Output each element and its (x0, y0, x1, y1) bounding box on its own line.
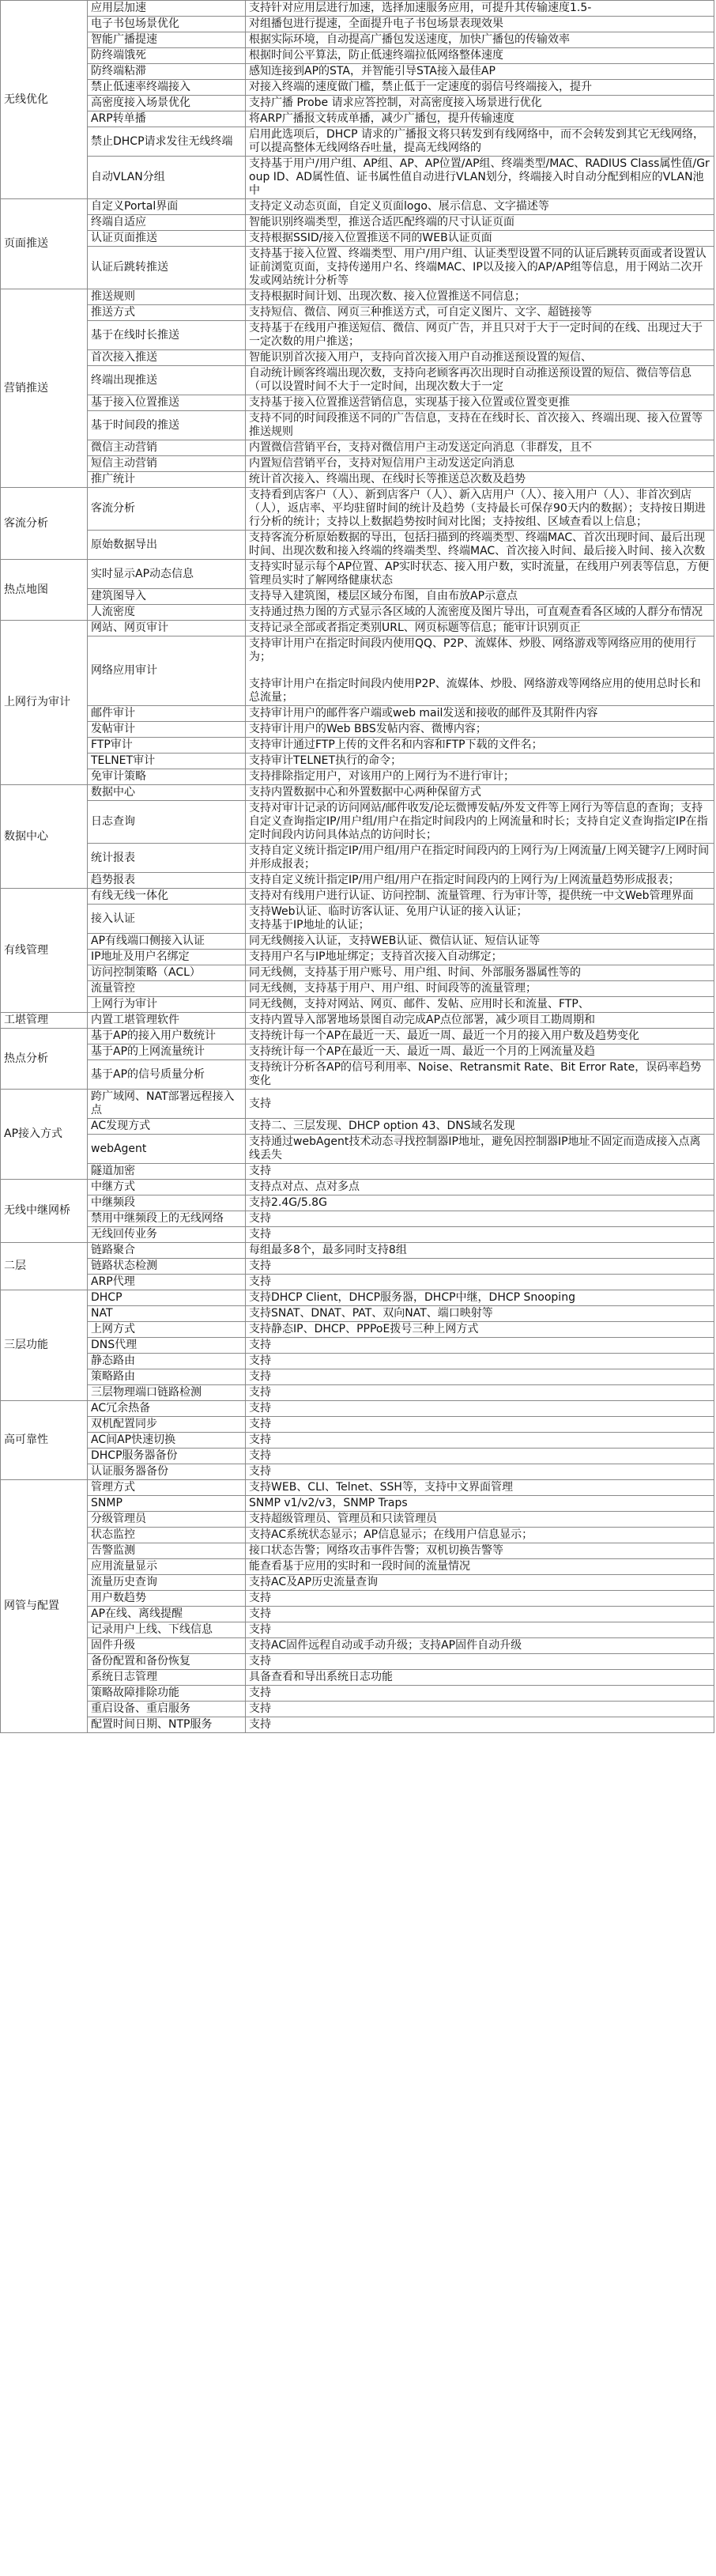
spec-row (1, 1164, 714, 1180)
category-cell: 三层功能 (1, 1290, 88, 1401)
feature-name-cell: 静态路由 (88, 1354, 246, 1369)
feature-description-cell: 支持静态IP、DHCP、PPPoE拨号三种上网方式 (246, 1322, 714, 1338)
feature-name-cell: 客流分析 (88, 488, 246, 531)
feature-description-cell: 智能识别终端类型，推送合适匹配终端的尺寸认证页面 (246, 215, 714, 231)
feature-description-cell: 接口状态告警；网络攻击事件告警；双机切换告警等 (246, 1543, 714, 1559)
feature-name-cell: 禁止低速率终端接入 (88, 80, 246, 96)
feature-name-cell: 邮件审计 (88, 706, 246, 722)
feature-name-cell: 无线回传业务 (88, 1227, 246, 1243)
feature-description-cell: 支持2.4G/5.8G (246, 1195, 714, 1211)
feature-name-cell: 状态监控 (88, 1528, 246, 1543)
spec-row (1, 1044, 714, 1060)
category-cell: 无线中继网桥 (1, 1180, 88, 1243)
feature-description-cell: 支持 (246, 1164, 714, 1180)
spec-row (1, 1559, 714, 1575)
feature-description-cell: 支持 (246, 1591, 714, 1607)
category-cell: 有线管理 (1, 889, 88, 1013)
spec-row (1, 981, 714, 997)
spec-row (1, 1385, 714, 1401)
spec-row (1, 1369, 714, 1385)
feature-name-cell: 基于时间段的推送 (88, 411, 246, 440)
feature-name-cell: 自定义Portal界面 (88, 199, 246, 215)
spec-row (1, 64, 714, 80)
feature-name-cell: 链路聚合 (88, 1243, 246, 1259)
feature-name-cell: NAT (88, 1306, 246, 1322)
spec-row (1, 605, 714, 621)
feature-name-cell: 基于AP的信号质量分析 (88, 1060, 246, 1090)
feature-name-cell: 统计报表 (88, 844, 246, 873)
feature-description-cell: 支持排除指定用户，对该用户的上网行为不进行审计； (246, 769, 714, 785)
spec-row (1, 738, 714, 754)
feature-description-cell: 支持看到店客户（人）、新到店客户（人）、新入店用户（人）、接入用户（人）、非首次到店（人），返店率、平均驻留时间的统计及趋势（支持最长可保存90天内的数据）；支持按日期进行分析的统计；支持以上数据趋势按时间对比图；支持按组、区域查看以上信息； (246, 488, 714, 531)
feature-description-cell: 支持WEB、CLI、Telnet、SSH等，支持中文界面管理 (246, 1480, 714, 1496)
feature-name-cell: 管理方式 (88, 1480, 246, 1496)
spec-row (1, 80, 714, 96)
feature-description-cell: 支持AC系统状态显示；AP信息显示；在线用户信息显示； (246, 1528, 714, 1543)
spec-row (1, 48, 714, 64)
feature-name-cell: 三层物理端口链路检测 (88, 1385, 246, 1401)
feature-name-cell: 基于接入位置推送 (88, 395, 246, 411)
spec-row (1, 350, 714, 366)
feature-description-cell: 支持根据SSID/接入位置推送不同的WEB认证页面 (246, 231, 714, 247)
feature-description-cell: 支持 (246, 1211, 714, 1227)
feature-name-cell: 流量历史查询 (88, 1575, 246, 1591)
feature-name-cell: 日志查询 (88, 801, 246, 844)
spec-row (1, 32, 714, 48)
feature-description-cell: 支持不同的时间段推送不同的广告信息，支持在在线时长、首次接入、终端出现、接入位置等推送规则 (246, 411, 714, 440)
feature-description-cell: 支持 (246, 1385, 714, 1401)
feature-name-cell: 有线无线一体化 (88, 889, 246, 905)
feature-description-cell: 支持自定义统计指定IP/用户组/用户在指定时间段内的上网行为/上网流量趋势形成报表； (246, 873, 714, 889)
spec-row (1, 1322, 714, 1338)
feature-description-cell: 支持 (246, 1227, 714, 1243)
feature-name-cell: 推送规则 (88, 289, 246, 305)
feature-description-cell: 支持 (246, 1090, 714, 1119)
feature-description-cell: SNMP v1/v2/v3，SNMP Traps (246, 1496, 714, 1512)
feature-name-cell: 禁用中继频段上的无线网络 (88, 1211, 246, 1227)
category-cell: 二层 (1, 1243, 88, 1290)
spec-row (1, 1702, 714, 1717)
feature-description-cell: 支持记录全部或者指定类别URL、网页标题等信息；能审计识别页正 (246, 621, 714, 636)
spec-row (1, 305, 714, 321)
feature-name-cell: 数据中心 (88, 785, 246, 801)
spec-row (1, 1464, 714, 1480)
feature-name-cell: 认证服务器备份 (88, 1464, 246, 1480)
feature-description-cell: 同无线侧，支持对网站、网页、邮件、发帖、应用时长和流量、FTP、 (246, 997, 714, 1013)
feature-name-cell: 原始数据导出 (88, 531, 246, 560)
feature-description-cell: 支持统计分析各AP的信号利用率、Noise、Retransmit Rate、Bit Error Rate，误码率趋势变化 (246, 1060, 714, 1090)
spec-row (1, 1195, 714, 1211)
spec-row (1, 560, 714, 589)
feature-description-cell: 支持根据时间计划、出现次数、接入位置推送不同信息； (246, 289, 714, 305)
feature-name-cell: 防终端饿死 (88, 48, 246, 64)
feature-description-cell: 支持实时显示每个AP位置、AP实时状态、接入用户数，实时流量，在线用户列表等信息，方便管理员实时了解网络健康状态 (246, 560, 714, 589)
spec-row (1, 1227, 714, 1243)
spec-row (1, 127, 714, 157)
feature-name-cell: 高密度接入场景优化 (88, 96, 246, 111)
feature-description-cell: 支持基于用户/用户组、AP组、AP、AP位置/AP组、终端类型/MAC、RADIUS Class属性值/Group ID、AD属性值、证书属性值自动进行VLAN划分，终端接入时自动分配到相应的VLAN池中 (246, 157, 714, 199)
feature-description-cell: 具备查看和导出系统日志功能 (246, 1670, 714, 1686)
feature-name-cell: 中继方式 (88, 1180, 246, 1195)
feature-name-cell: 策略路由 (88, 1369, 246, 1385)
feature-name-cell: FTP审计 (88, 738, 246, 754)
spec-row (1, 889, 714, 905)
spec-row (1, 785, 714, 801)
feature-name-cell: 人流密度 (88, 605, 246, 621)
feature-description-cell: 支持 (246, 1369, 714, 1385)
category-cell: 热点地图 (1, 560, 88, 621)
spec-row (1, 1638, 714, 1654)
feature-description-cell: 支持内置导入部署地场景图自动完成AP点位部署，减少项目工勘周期和 (246, 1013, 714, 1029)
spec-row (1, 1717, 714, 1733)
feature-name-cell: 中继频段 (88, 1195, 246, 1211)
feature-name-cell: 禁止DHCP请求发往无线终端 (88, 127, 246, 157)
feature-name-cell: 短信主动营销 (88, 456, 246, 472)
spec-row (1, 1449, 714, 1464)
spec-row (1, 1622, 714, 1638)
feature-name-cell: 实时显示AP动态信息 (88, 560, 246, 589)
feature-description-cell: 支持自定义统计指定IP/用户组/用户在指定时间段内的上网行为/上网流量/上网关键字/上网时间并形成报表； (246, 844, 714, 873)
feature-description-cell: 支持审计用户的Web BBS发帖内容、微博内容； (246, 722, 714, 738)
feature-description-cell: 支持客流分析原始数据的导出，包括扫描到的终端类型、终端MAC、首次出现时间、最后出现时间、出现次数和接入终端的终端类型、终端MAC、首次接入时间、最后接入时间、接入次数 (246, 531, 714, 560)
spec-row (1, 1243, 714, 1259)
spec-row (1, 621, 714, 636)
feature-description-cell: 根据实际环境，自动提高广播包发送速度，加快广播包的传输效率 (246, 32, 714, 48)
feature-description-cell: 支持审计用户在指定时间段内使用QQ、P2P、流媒体、炒股、网络游戏等网络应用的使用行为； 支持审计用户在指定时间段内使用P2P、流媒体、炒股、网络游戏等网络应用的使用总时长和总流量； (246, 636, 714, 706)
feature-name-cell: 系统日志管理 (88, 1670, 246, 1686)
spec-row (1, 1401, 714, 1417)
feature-name-cell: 防终端粘滞 (88, 64, 246, 80)
feature-name-cell: 电子书包场景优化 (88, 17, 246, 32)
feature-description-cell: 支持短信、微信、网页三种推送方式，可自定义图片、文字、超链接等 (246, 305, 714, 321)
feature-description-cell: 支持基于接入位置推送营销信息，实现基于接入位置或位置变更推 (246, 395, 714, 411)
feature-name-cell: AC发现方式 (88, 1119, 246, 1135)
feature-name-cell: 备份配置和备份恢复 (88, 1654, 246, 1670)
feature-name-cell: 重启设备、重启服务 (88, 1702, 246, 1717)
feature-name-cell: 接入认证 (88, 905, 246, 934)
feature-description-cell: 将ARP广播报文转成单播，减少广播包，提升传输速度 (246, 111, 714, 127)
feature-name-cell: 基于AP的接入用户数统计 (88, 1029, 246, 1044)
feature-description-cell: 支持 (246, 1259, 714, 1275)
feature-name-cell: 固件升级 (88, 1638, 246, 1654)
spec-row (1, 488, 714, 531)
spec-row (1, 321, 714, 350)
feature-description-cell: 支持超级管理员、管理员和只读管理员 (246, 1512, 714, 1528)
spec-row (1, 157, 714, 199)
spec-row (1, 531, 714, 560)
feature-description-cell: 支持用户名与IP地址绑定；支持首次接入自动绑定； (246, 950, 714, 965)
feature-description-cell: 每组最多8个，最多同时支持8组 (246, 1243, 714, 1259)
feature-name-cell: 流量管控 (88, 981, 246, 997)
spec-row (1, 199, 714, 215)
feature-name-cell: 跨广域网、NAT部署远程接入点 (88, 1090, 246, 1119)
feature-description-cell: 支持 (246, 1686, 714, 1702)
spec-row (1, 1259, 714, 1275)
feature-name-cell: IP地址及用户名绑定 (88, 950, 246, 965)
spec-row (1, 1060, 714, 1090)
spec-row (1, 1670, 714, 1686)
feature-description-cell: 支持对审计记录的访问网站/邮件收发/论坛微博发帖/外发文件等上网行为等信息的查询；支持自定义查询指定IP/用户组/用户在指定时间段内的上网流量和时长；支持自定义查询指定IP在指定时间段内访问具体站点的访问时长； (246, 801, 714, 844)
spec-row (1, 997, 714, 1013)
feature-name-cell: 分级管理员 (88, 1512, 246, 1528)
feature-name-cell: 基于AP的上网流量统计 (88, 1044, 246, 1060)
feature-name-cell: 推送方式 (88, 305, 246, 321)
spec-row (1, 96, 714, 111)
category-cell: 网管与配置 (1, 1480, 88, 1733)
spec-row (1, 1607, 714, 1622)
feature-name-cell: webAgent (88, 1135, 246, 1164)
feature-description-cell: 支持 (246, 1275, 714, 1290)
spec-row (1, 801, 714, 844)
spec-row (1, 1433, 714, 1449)
feature-description-cell: 对组播包进行提速，全面提升电子书包场景表现效果 (246, 17, 714, 32)
feature-description-cell: 同无线侧接入认证，支持WEB认证、微信认证、短信认证等 (246, 934, 714, 950)
spec-row (1, 1417, 714, 1433)
spec-row (1, 1211, 714, 1227)
feature-name-cell: 推广统计 (88, 472, 246, 488)
feature-description-cell: 支持导入建筑图，楼层区域分布图，自由布放AP示意点 (246, 589, 714, 605)
feature-description-cell: 感知连接到AP的STA，并智能引导STA接入最佳AP (246, 64, 714, 80)
spec-row (1, 395, 714, 411)
feature-name-cell: DNS代理 (88, 1338, 246, 1354)
feature-description-cell: 支持基于在线用户推送短信、微信、网页广告，并且只对于大于一定时间的在线、出现过大于一定次数的用户推送； (246, 321, 714, 350)
feature-name-cell: 建筑图导入 (88, 589, 246, 605)
spec-row (1, 1654, 714, 1670)
spec-row (1, 950, 714, 965)
feature-description-cell: 同无线侧，支持基于用户、用户组、时间段等的流量管理； (246, 981, 714, 997)
feature-description-cell: 内置短信营销平台，支持对短信用户主动发送定向消息 (246, 456, 714, 472)
feature-name-cell: 应用层加速 (88, 1, 246, 17)
feature-name-cell: DHCP服务器备份 (88, 1449, 246, 1464)
feature-description-cell: 对接入终端的速度做门槛，禁止低于一定速度的弱信号终端接入，提升 (246, 80, 714, 96)
spec-row (1, 1575, 714, 1591)
feature-description-cell: 支持基于接入位置、终端类型、用户/用户组、认证类型设置不同的认证后跳转页面或者设置认证前浏览页面，支持传递用户名、终端MAC、IP以及接入的AP/AP组等信息，用于网站二次开发或网站统计分析等 (246, 247, 714, 289)
spec-row (1, 215, 714, 231)
feature-name-cell: AC冗余热备 (88, 1401, 246, 1417)
feature-name-cell: ARP代理 (88, 1275, 246, 1290)
feature-description-cell: 支持 (246, 1433, 714, 1449)
feature-description-cell: 支持SNAT、DNAT、PAT、双向NAT、端口映射等 (246, 1306, 714, 1322)
spec-row (1, 472, 714, 488)
feature-name-cell: DHCP (88, 1290, 246, 1306)
feature-name-cell: TELNET审计 (88, 754, 246, 769)
category-cell: 上网行为审计 (1, 621, 88, 785)
feature-name-cell: SNMP (88, 1496, 246, 1512)
feature-name-cell: 自动VLAN分组 (88, 157, 246, 199)
feature-description-cell: 支持 (246, 1622, 714, 1638)
spec-row (1, 247, 714, 289)
feature-description-cell: 支持审计用户的邮件客户端或web mail发送和接收的邮件及其附件内容 (246, 706, 714, 722)
feature-name-cell: 趋势报表 (88, 873, 246, 889)
category-cell: 工堪管理 (1, 1013, 88, 1029)
feature-description-cell: 内置微信营销平台，支持对微信用户主动发送定向消息（非群发，且不 (246, 440, 714, 456)
feature-description-cell: 支持通过热力图的方式显示各区域的人流密度及图片导出，可直观查看各区域的人群分布情况 (246, 605, 714, 621)
spec-row (1, 1275, 714, 1290)
feature-name-cell: 记录用户上线、下线信息 (88, 1622, 246, 1638)
spec-row (1, 111, 714, 127)
spec-row (1, 366, 714, 395)
feature-description-cell: 支持AC固件远程自动或手动升级；支持AP固件自动升级 (246, 1638, 714, 1654)
feature-description-cell: 同无线侧，支持基于用户账号、用户组、时间、外部服务器属性等的 (246, 965, 714, 981)
spec-row (1, 1180, 714, 1195)
spec-row (1, 456, 714, 472)
feature-name-cell: 免审计策略 (88, 769, 246, 785)
feature-name-cell: 双机配置同步 (88, 1417, 246, 1433)
feature-description-cell: 支持统计每一个AP在最近一天、最近一周、最近一个月的上网流量及趋 (246, 1044, 714, 1060)
spec-row (1, 1119, 714, 1135)
spec-row (1, 440, 714, 456)
spec-row (1, 905, 714, 934)
feature-description-cell: 支持定义动态页面，自定义页面logo、展示信息、文字描述等 (246, 199, 714, 215)
category-cell: 客流分析 (1, 488, 88, 560)
feature-description-cell: 支持 (246, 1354, 714, 1369)
feature-description-cell: 支持 (246, 1449, 714, 1464)
spec-row (1, 1013, 714, 1029)
feature-description-cell: 支持通过webAgent技术动态寻找控制器IP地址，避免因控制器IP地址不固定而造成接入点离线丢失 (246, 1135, 714, 1164)
feature-description-cell: 启用此选项后，DHCP 请求的广播报文将只转发到有线网络中，而不会转发到其它无线网络，可以提高整体无线网络吞吐量，提高无线网络的 (246, 127, 714, 157)
feature-description-cell: 支持广播 Probe 请求应答控制，对高密度接入场景进行优化 (246, 96, 714, 111)
spec-row (1, 722, 714, 738)
feature-name-cell: 配置时间日期、NTP服务 (88, 1717, 246, 1733)
spec-row (1, 1686, 714, 1702)
feature-name-cell: 应用流量显示 (88, 1559, 246, 1575)
feature-name-cell: 微信主动营销 (88, 440, 246, 456)
spec-row (1, 1354, 714, 1369)
feature-name-cell: 告警监测 (88, 1543, 246, 1559)
feature-name-cell: 基于在线时长推送 (88, 321, 246, 350)
category-cell: 无线优化 (1, 1, 88, 199)
feature-description-cell: 支持统计每一个AP在最近一天、最近一周、最近一个月的接入用户数及趋势变化 (246, 1029, 714, 1044)
feature-description-cell: 支持点对点、点对多点 (246, 1180, 714, 1195)
feature-name-cell: AC间AP快速切换 (88, 1433, 246, 1449)
feature-description-cell: 智能识别首次接入用户，支持向首次接入用户自动推送预设置的短信、 (246, 350, 714, 366)
feature-description-cell: 支持针对应用层进行加速，选择加速服务应用，可提升其传输速度1.5- (246, 1, 714, 17)
feature-name-cell: 用户数趋势 (88, 1591, 246, 1607)
category-cell: 营销推送 (1, 289, 88, 488)
feature-name-cell: 首次接入推送 (88, 350, 246, 366)
spec-row (1, 873, 714, 889)
feature-name-cell: 策略故障排除功能 (88, 1686, 246, 1702)
spec-row (1, 706, 714, 722)
spec-row (1, 1528, 714, 1543)
spec-row (1, 1480, 714, 1496)
feature-name-cell: 终端自适应 (88, 215, 246, 231)
feature-name-cell: 终端出现推送 (88, 366, 246, 395)
feature-description-cell: 支持AC及AP历史流量查询 (246, 1575, 714, 1591)
spec-row (1, 231, 714, 247)
spec-row (1, 1543, 714, 1559)
feature-description-cell: 支持 (246, 1607, 714, 1622)
spec-row (1, 844, 714, 873)
feature-name-cell: AP在线、离线提醒 (88, 1607, 246, 1622)
spec-row (1, 1512, 714, 1528)
spec-row (1, 17, 714, 32)
spec-row (1, 1591, 714, 1607)
feature-description-cell: 支持审计通过FTP上传的文件名和内容和FTP下载的文件名； (246, 738, 714, 754)
feature-name-cell: 网络应用审计 (88, 636, 246, 706)
feature-name-cell: AP有线端口侧接入认证 (88, 934, 246, 950)
spec-row (1, 769, 714, 785)
feature-description-cell: 统计首次接入、终端出现、在线时长等推送总次数及趋势 (246, 472, 714, 488)
category-cell: 热点分析 (1, 1029, 88, 1090)
feature-name-cell: 隧道加密 (88, 1164, 246, 1180)
spec-row (1, 289, 714, 305)
spec-row (1, 636, 714, 706)
spec-row (1, 1, 714, 17)
spec-row (1, 934, 714, 950)
feature-name-cell: 智能广播提速 (88, 32, 246, 48)
spec-row (1, 1090, 714, 1119)
feature-description-cell: 支持 (246, 1654, 714, 1670)
category-cell: 高可靠性 (1, 1401, 88, 1480)
category-cell: 页面推送 (1, 199, 88, 289)
feature-description-cell: 支持 (246, 1702, 714, 1717)
feature-description-cell: 支持DHCP Client，DHCP服务器，DHCP中继，DHCP Snooping (246, 1290, 714, 1306)
feature-description-cell: 自动统计顾客终端出现次数，支持向老顾客再次出现时自动推送预设置的短信、微信等信息（可以设置时间不大于一定时间，出现次数大于一定 (246, 366, 714, 395)
spec-row (1, 589, 714, 605)
spec-row (1, 1338, 714, 1354)
spec-row (1, 411, 714, 440)
feature-name-cell: ARP转单播 (88, 111, 246, 127)
feature-name-cell: 链路状态检测 (88, 1259, 246, 1275)
feature-name-cell: 访问控制策略（ACL） (88, 965, 246, 981)
feature-description-cell: 支持二、三层发现、DHCP option 43、DNS域名发现 (246, 1119, 714, 1135)
feature-name-cell: 认证页面推送 (88, 231, 246, 247)
feature-name-cell: 内置工堪管理软件 (88, 1013, 246, 1029)
feature-name-cell: 网站、网页审计 (88, 621, 246, 636)
spec-row (1, 754, 714, 769)
feature-name-cell: 认证后跳转推送 (88, 247, 246, 289)
feature-name-cell: 发帖审计 (88, 722, 246, 738)
feature-description-cell: 根据时间公平算法，防止低速终端拉低网络整体速度 (246, 48, 714, 64)
feature-description-cell: 支持 (246, 1401, 714, 1417)
feature-description-cell: 支持 (246, 1417, 714, 1433)
feature-description-cell: 支持 (246, 1338, 714, 1354)
feature-description-cell: 能查看基于应用的实时和一段时间的流量情况 (246, 1559, 714, 1575)
feature-description-cell: 支持审计TELNET执行的命令； (246, 754, 714, 769)
category-cell: 数据中心 (1, 785, 88, 889)
spec-row (1, 1029, 714, 1044)
feature-name-cell: 上网方式 (88, 1322, 246, 1338)
spec-row (1, 1290, 714, 1306)
feature-description-cell: 支持Web认证、临时访客认证、免用户认证的接入认证； 支持基于IP地址的认证； (246, 905, 714, 934)
feature-description-cell: 支持 (246, 1717, 714, 1733)
category-cell: AP接入方式 (1, 1090, 88, 1180)
spec-row (1, 1135, 714, 1164)
spec-row (1, 1496, 714, 1512)
spec-row (1, 965, 714, 981)
feature-description-cell: 支持 (246, 1464, 714, 1480)
feature-description-cell: 支持对有线用户进行认证、访问控制、流量管理、行为审计等，提供统一中文Web管理界面 (246, 889, 714, 905)
feature-name-cell: 上网行为审计 (88, 997, 246, 1013)
spec-row (1, 1306, 714, 1322)
feature-description-cell: 支持内置数据中心和外置数据中心两种保留方式 (246, 785, 714, 801)
